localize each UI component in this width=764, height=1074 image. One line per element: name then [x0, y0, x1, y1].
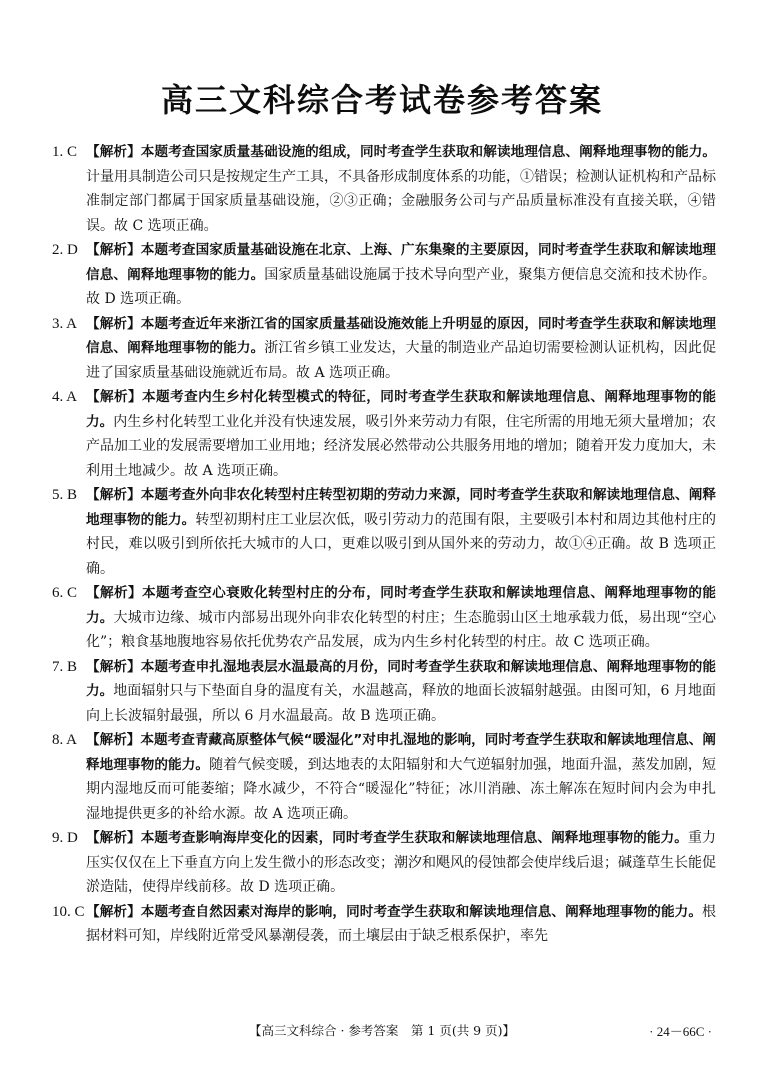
answer-list — [52, 140, 716, 949]
answer-body: 地面辐射只与下垫面自身的温度有关，水温越高，释放的地面长波辐射越强。由图可知，6 月地面向上长波辐射最强，所以 6 月水温最高。故 B 选项正确。 — [86, 683, 717, 724]
answer-item-8 — [52, 728, 716, 826]
analysis-tag: 【解析】 — [86, 242, 141, 258]
analysis-tag: 【解析】 — [86, 830, 141, 846]
answer-number: 7. B — [52, 658, 78, 675]
answer-lead: 本题考查自然因素对海岸的影响，同时考查学生获取和解读地理信息、阐释地理事物的能力。 — [140, 903, 703, 920]
answer-body: 根据材料可知，岸线附近常受风暴潮侵袭，而土壤层由于缺乏根系保护，率先 — [86, 903, 717, 944]
answer-lead: 本题考查外向非农化转型村庄转型初期的劳动力来源，同时考查学生获取和解读地理信息、阐释地理事物的能力。 — [86, 487, 717, 528]
answer-lead: 本题考查国家质量基础设施在北京、上海、广东集聚的主要原因，同时考查学生获取和解读地理信息、阐释地理事物的能力。 — [86, 242, 717, 283]
answer-item-7 — [52, 655, 716, 729]
answer-item-1 — [52, 140, 716, 238]
footer-exam-code: · 24－66C · — [649, 1024, 712, 1039]
answer-item-9 — [52, 826, 716, 900]
answer-body: 随着气候变暖，到达地表的太阳辐射和大气逆辐射加强，地面升温，蒸发加剧，短期内湿地反而可能萎缩；降水减少，不符合“暖湿化”特征；冰川消融、冻土解冻在短时间内会为申扎湿地提供更多的补给水源。故 A 选项正确。 — [86, 756, 717, 822]
answer-item-2 — [52, 238, 716, 312]
answer-lead: 本题考查国家质量基础设施的组成，同时考查学生获取和解读地理信息、阐释地理事物的能力。 — [140, 144, 717, 160]
answer-number: 1. C — [52, 144, 78, 160]
analysis-tag: 【解析】 — [86, 144, 141, 160]
answer-body: 内生乡村化转型工业化并没有快速发展，吸引外来劳动力有限，住宅所需的用地无须大量增加；农产品加工业的发展需要增加工业用地；经济发展必然带动公共服务用地的增加；随着开发力度加大，未利用土地减少。故 A 选项正确。 — [86, 413, 717, 479]
page-title: 高三文科综合考试卷参考答案 — [160, 81, 603, 119]
answer-lead: 本题考查近年来浙江省的国家质量基础设施效能上升明显的原因，同时考查学生获取和解读地理信息、阐释地理事物的能力。 — [86, 315, 717, 356]
answer-item-6 — [52, 581, 716, 655]
answer-item-10 — [52, 900, 716, 949]
answer-body: 大城市边缘、城市内部易出现外向非农化转型的村庄；生态脆弱山区土地承载力低，易出现“空心化”；粮食基地腹地容易依托优势农产品发展，成为内生乡村化转型的村庄。故 C 选项正确。 — [86, 609, 717, 650]
page-footer — [0, 1021, 764, 1041]
analysis-tag: 【解析】 — [86, 658, 141, 675]
analysis-tag: 【解析】 — [86, 315, 141, 332]
answer-body: 计量用具制造公司只是按规定生产工具，不具备形成制度体系的功能，①错误；检测认证机构和产品标准制定部门都属于国家质量基础设施，②③正确；金融服务公司与产品质量标准没有直接关联，④错误。故 C 选项正确。 — [86, 168, 716, 234]
answer-number: 2. D — [52, 242, 78, 258]
footer-page-info: 【高三文科综合 · 参考答案 第 1 页(共 9 页)】 — [249, 1023, 515, 1038]
answer-body: 转型初期村庄工业层次低，吸引劳动力的范围有限，主要吸引本村和周边其他村庄的村民，难以吸引到所依托大城市的人口，更难以吸引到从国外来的劳动力，故①④正确。故 B 选项正确。 — [86, 511, 717, 577]
analysis-tag: 【解析】 — [86, 903, 141, 920]
answer-lead: 本题考查青藏高原整体气候“暖湿化”对申扎湿地的影响，同时考查学生获取和解读地理信息、阐释地理事物的能力。 — [86, 732, 717, 773]
answer-item-3 — [52, 312, 716, 386]
answer-body: 国家质量基础设施属于技术导向型产业，聚集方便信息交流和技术协作。故 D 选项正确。 — [86, 266, 717, 307]
answer-number: 6. C — [52, 585, 78, 601]
answer-lead: 本题考查内生乡村化转型模式的特征，同时考查学生获取和解读地理信息、阐释地理事物的能力。 — [86, 389, 717, 430]
answer-number: 3. A — [52, 315, 78, 332]
answer-lead: 本题考查空心衰败化转型村庄的分布，同时考查学生获取和解读地理信息、阐释地理事物的能力。 — [86, 585, 717, 626]
answer-body: 重力压实仅仅在上下垂直方向上发生微小的形态改变；潮汐和飓风的侵蚀都会使岸线后退；碱蓬草生长能促淤造陆，使得岸线前移。故 D 选项正确。 — [86, 830, 717, 895]
answer-number: 9. D — [52, 830, 78, 846]
answer-item-4 — [52, 385, 716, 483]
answer-number: 10. C — [52, 903, 85, 920]
analysis-tag: 【解析】 — [86, 732, 141, 748]
answer-number: 5. B — [52, 487, 78, 503]
answer-body: 浙江省乡镇工业发达，大量的制造业产品迫切需要检测认证机构，因此促进了国家质量基础设施就近布局。故 A 选项正确。 — [86, 340, 717, 381]
answer-lead: 本题考查影响海岸变化的因素，同时考查学生获取和解读地理信息、阐释地理事物的能力。 — [140, 830, 688, 846]
analysis-tag: 【解析】 — [86, 585, 143, 601]
analysis-tag: 【解析】 — [86, 389, 143, 405]
analysis-tag: 【解析】 — [86, 487, 141, 503]
answer-item-5 — [52, 483, 716, 581]
answer-lead: 本题考查申扎湿地表层水温最高的月份，同时考查学生获取和解读地理信息、阐释地理事物的能力。 — [86, 658, 717, 699]
answer-number: 4. A — [52, 389, 78, 405]
answer-number: 8. A — [52, 732, 78, 748]
